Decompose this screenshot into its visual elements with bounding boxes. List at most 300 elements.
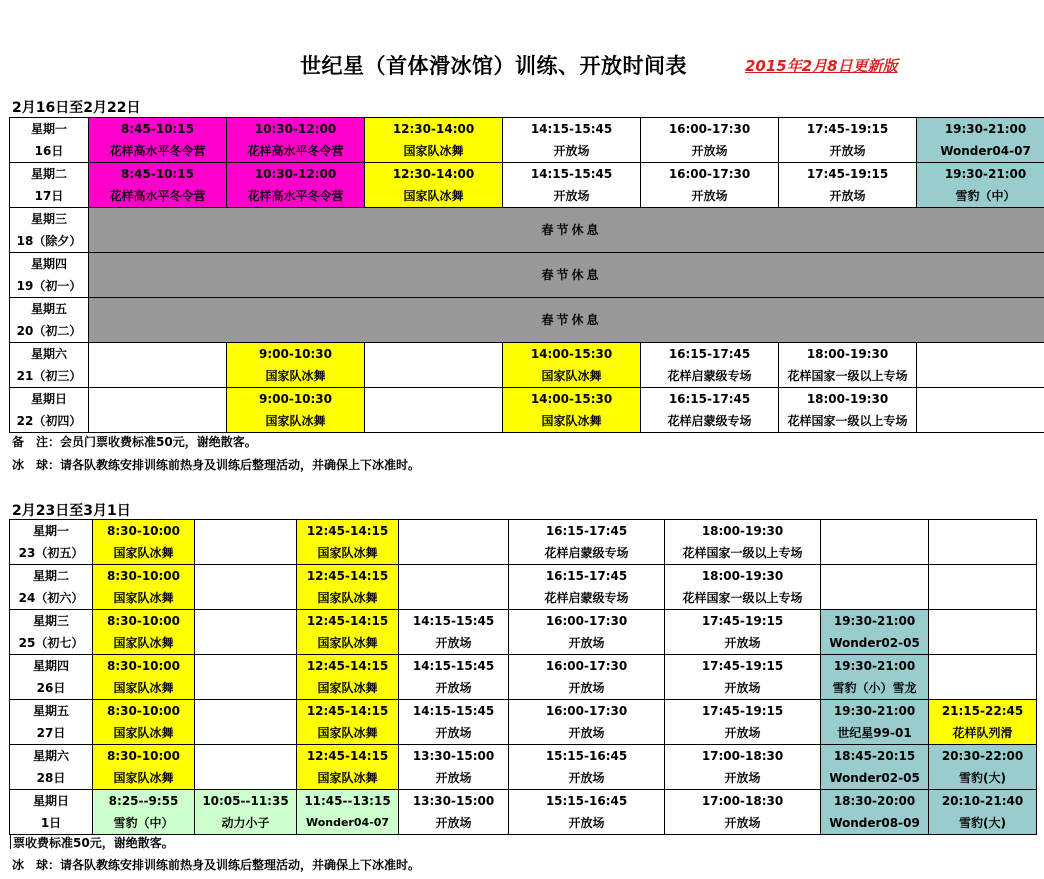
session-cell [665, 610, 821, 655]
session-time: 8:30-10:00 [106, 614, 181, 628]
session-cell [821, 520, 929, 565]
session-time [821, 565, 928, 587]
session-cell [93, 610, 195, 655]
session-time: 16:00-17:30 [668, 122, 751, 136]
session-label: 开放场 [435, 636, 472, 650]
session-time [195, 700, 296, 722]
week1-note-hockey: 冰 球：请各队教练安排训练前热身及训练后整理活动，并确保上下冰准时。 [12, 458, 421, 472]
session-time: 14:15-15:45 [412, 659, 495, 673]
session-cell [917, 343, 1044, 388]
session-time: 10:30-12:00 [254, 122, 337, 136]
day-cell [10, 610, 93, 655]
session-label: 雪豹（中） [113, 816, 174, 830]
day-name: 星期三 [32, 614, 69, 628]
session-cell [821, 790, 929, 835]
session-cell [93, 790, 195, 835]
schedule-row [10, 208, 1044, 253]
session-cell [641, 343, 779, 388]
session-cell [929, 520, 1037, 565]
session-time: 18:00-19:30 [701, 569, 784, 583]
schedule-row [10, 745, 1037, 790]
session-cell [665, 520, 821, 565]
schedule-row [10, 610, 1037, 655]
session-label: 开放场 [568, 816, 605, 830]
week2-heading: 2月23日至3月1日 [12, 503, 131, 519]
session-time: 12:45-14:15 [306, 659, 389, 673]
session-cell [503, 118, 641, 163]
session-label: 开放场 [568, 726, 605, 740]
session-time: 20:30-22:00 [941, 749, 1024, 763]
day-name: 星期五 [32, 704, 69, 718]
session-time [929, 520, 1036, 542]
session-time: 12:45-14:15 [306, 749, 389, 763]
session-label [821, 587, 928, 609]
session-time: 17:45-19:15 [701, 614, 784, 628]
session-label: 开放场 [724, 726, 761, 740]
session-label: 国家队冰舞 [113, 771, 174, 785]
session-time: 12:45-14:15 [306, 569, 389, 583]
session-label [89, 365, 226, 387]
session-time: 12:45-14:15 [306, 524, 389, 538]
schedule-row [10, 565, 1037, 610]
session-time: 8:45-10:15 [120, 167, 195, 181]
schedule-row [10, 655, 1037, 700]
session-label: Wonder08-09 [829, 816, 920, 830]
day-cell [10, 745, 93, 790]
session-time: 20:10-21:40 [941, 794, 1024, 808]
session-time: 8:30-10:00 [106, 704, 181, 718]
week2-note-hockey: 冰 球：请各队教练安排训练前热身及训练后整理活动，并确保上下冰准时。 [12, 858, 421, 872]
session-cell [509, 655, 665, 700]
session-label: 开放场 [553, 189, 590, 203]
holiday-closed-cell: 春节休息 [89, 298, 1044, 343]
session-time: 8:30-10:00 [106, 524, 181, 538]
day-date: 25（初七） [18, 636, 84, 650]
session-label: 花样高水平冬令营 [247, 189, 344, 203]
session-label [917, 365, 1044, 387]
session-label [929, 632, 1036, 654]
session-cell [195, 565, 297, 610]
session-label [929, 542, 1036, 564]
session-cell [195, 700, 297, 745]
day-cell [10, 388, 89, 433]
session-label [399, 542, 508, 564]
session-cell [665, 565, 821, 610]
session-time: 12:30-14:00 [392, 167, 475, 181]
session-time: 8:30-10:00 [106, 749, 181, 763]
session-label: Wonder04-07 [305, 816, 390, 829]
session-cell [665, 790, 821, 835]
session-cell [779, 163, 917, 208]
session-label [89, 410, 226, 432]
session-time: 18:45-20:15 [833, 749, 916, 763]
session-time: 16:15-17:45 [545, 524, 628, 538]
session-cell [929, 700, 1037, 745]
session-cell [365, 388, 503, 433]
session-cell [779, 118, 917, 163]
session-time: 16:00-17:30 [545, 614, 628, 628]
session-label [399, 587, 508, 609]
session-time [195, 610, 296, 632]
session-label: 花样国家一级以上专场 [787, 414, 908, 428]
session-time [195, 655, 296, 677]
session-time: 16:00-17:30 [545, 704, 628, 718]
session-cell [227, 388, 365, 433]
session-label [821, 542, 928, 564]
session-time: 15:15-16:45 [545, 749, 628, 763]
session-time: 8:45-10:15 [120, 122, 195, 136]
session-cell [821, 655, 929, 700]
session-time: 19:30-21:00 [833, 659, 916, 673]
schedule-row [10, 253, 1044, 298]
session-label: 开放场 [724, 681, 761, 695]
session-time: 18:00-19:30 [806, 392, 889, 406]
session-cell [821, 745, 929, 790]
session-cell [399, 565, 509, 610]
session-cell [917, 388, 1044, 433]
session-time [917, 388, 1044, 410]
session-label [195, 767, 296, 789]
session-label: 雪豹（小）雪龙 [832, 681, 917, 695]
day-cell [10, 343, 89, 388]
session-cell [195, 790, 297, 835]
session-cell [503, 343, 641, 388]
session-cell [821, 610, 929, 655]
day-cell [10, 118, 89, 163]
session-time [195, 745, 296, 767]
session-cell [297, 745, 399, 790]
session-label [917, 410, 1044, 432]
week2-note-members: 票收费标准50元，谢绝散客。 [13, 836, 174, 850]
session-time: 16:15-17:45 [668, 392, 751, 406]
session-time: 18:00-19:30 [806, 347, 889, 361]
session-cell [929, 745, 1037, 790]
session-cell [779, 343, 917, 388]
session-label: 花样启蒙级专场 [544, 546, 629, 560]
session-time: 15:15-16:45 [545, 794, 628, 808]
session-cell [917, 163, 1044, 208]
session-label: 花样启蒙级专场 [667, 369, 752, 383]
session-cell [509, 790, 665, 835]
session-label: Wonder02-05 [829, 636, 920, 650]
page-title: 世纪星（首体滑冰馆）训练、开放时间表 [300, 54, 687, 78]
session-cell [93, 565, 195, 610]
day-cell [10, 163, 89, 208]
session-label: 国家队冰舞 [317, 771, 378, 785]
day-date: 22（初四） [16, 414, 82, 428]
session-cell [297, 700, 399, 745]
session-label: 开放场 [724, 636, 761, 650]
holiday-closed-cell: 春节休息 [89, 253, 1044, 298]
session-label [195, 542, 296, 564]
session-label: 国家队冰舞 [317, 681, 378, 695]
session-label: 国家队冰舞 [403, 189, 464, 203]
session-label: 开放场 [435, 816, 472, 830]
session-cell [929, 655, 1037, 700]
session-label: 花样队列滑 [952, 726, 1013, 740]
session-label: 世纪星99-01 [837, 726, 912, 740]
session-time [89, 343, 226, 365]
session-cell [93, 745, 195, 790]
session-label: 国家队冰舞 [317, 726, 378, 740]
day-name: 星期六 [32, 749, 69, 763]
session-label: Wonder02-05 [829, 771, 920, 785]
session-label: 开放场 [829, 189, 866, 203]
session-cell [195, 655, 297, 700]
session-label: 花样高水平冬令营 [109, 189, 206, 203]
day-cell [10, 655, 93, 700]
session-label: 国家队冰舞 [265, 369, 326, 383]
session-time: 18:30-20:00 [833, 794, 916, 808]
session-time: 13:30-15:00 [412, 794, 495, 808]
session-label: 动力小子 [221, 816, 270, 830]
session-time: 10:05--11:35 [202, 794, 289, 808]
session-time: 14:00-15:30 [530, 347, 613, 361]
session-cell [665, 745, 821, 790]
session-cell [399, 790, 509, 835]
day-cell [10, 253, 89, 298]
session-time [365, 343, 502, 365]
session-time [365, 388, 502, 410]
day-date: 26日 [36, 681, 66, 695]
schedule-row [10, 163, 1044, 208]
session-time: 17:45-19:15 [806, 122, 889, 136]
day-name: 星期四 [30, 257, 67, 271]
session-time: 9:00-10:30 [258, 347, 333, 361]
session-cell [929, 610, 1037, 655]
session-time [821, 520, 928, 542]
session-time [195, 520, 296, 542]
session-cell [779, 388, 917, 433]
session-time: 14:15-15:45 [412, 614, 495, 628]
session-label: 国家队冰舞 [265, 414, 326, 428]
session-cell [929, 565, 1037, 610]
session-cell [399, 610, 509, 655]
session-time: 8:30-10:00 [106, 569, 181, 583]
session-time: 16:00-17:30 [545, 659, 628, 673]
session-cell [297, 610, 399, 655]
session-time: 14:00-15:30 [530, 392, 613, 406]
session-cell [93, 655, 195, 700]
session-time [89, 388, 226, 410]
session-time: 9:00-10:30 [258, 392, 333, 406]
schedule-row [10, 700, 1037, 745]
day-date: 16日 [34, 144, 64, 158]
session-time [399, 520, 508, 542]
session-label: 开放场 [691, 144, 728, 158]
session-cell [89, 118, 227, 163]
session-cell [509, 565, 665, 610]
day-name: 星期二 [32, 569, 69, 583]
session-label [365, 365, 502, 387]
day-name: 星期五 [30, 302, 67, 316]
session-cell [227, 118, 365, 163]
session-time: 8:30-10:00 [106, 659, 181, 673]
session-label: 国家队冰舞 [113, 681, 174, 695]
session-time: 21:15-22:45 [941, 704, 1024, 718]
day-date: 17日 [34, 189, 64, 203]
session-cell [641, 388, 779, 433]
schedule-row [10, 343, 1044, 388]
session-label: 开放场 [435, 771, 472, 785]
session-time: 17:00-18:30 [701, 749, 784, 763]
session-label: 国家队冰舞 [317, 636, 378, 650]
session-time: 11:45--13:15 [304, 794, 391, 808]
session-cell [227, 163, 365, 208]
session-label: 花样高水平冬令营 [109, 144, 206, 158]
session-cell [821, 565, 929, 610]
session-label: 开放场 [724, 816, 761, 830]
day-date: 21（初三） [16, 369, 82, 383]
schedule-row [10, 790, 1037, 835]
session-label: 国家队冰舞 [317, 546, 378, 560]
session-time: 12:45-14:15 [306, 614, 389, 628]
session-cell [503, 163, 641, 208]
week1-heading: 2月16日至2月22日 [12, 100, 141, 116]
session-time: 13:30-15:00 [412, 749, 495, 763]
session-time: 16:15-17:45 [545, 569, 628, 583]
session-label [195, 722, 296, 744]
session-cell [93, 700, 195, 745]
day-name: 星期一 [32, 524, 69, 538]
session-time: 14:15-15:45 [412, 704, 495, 718]
session-time [917, 343, 1044, 365]
session-cell [929, 790, 1037, 835]
session-cell [399, 745, 509, 790]
session-time: 12:45-14:15 [306, 704, 389, 718]
session-time [929, 565, 1036, 587]
day-name: 星期二 [30, 167, 67, 181]
session-label: 花样启蒙级专场 [544, 591, 629, 605]
session-label [195, 632, 296, 654]
session-time [195, 565, 296, 587]
session-label: 开放场 [829, 144, 866, 158]
session-label [929, 677, 1036, 699]
session-label: 国家队冰舞 [113, 636, 174, 650]
session-label: 开放场 [568, 771, 605, 785]
day-name: 星期四 [32, 659, 69, 673]
session-cell [917, 118, 1044, 163]
session-label [195, 587, 296, 609]
session-label: 开放场 [568, 636, 605, 650]
session-time: 17:00-18:30 [701, 794, 784, 808]
session-label [195, 677, 296, 699]
week1-schedule-table [9, 117, 1044, 433]
session-label: 开放场 [435, 726, 472, 740]
schedule-row [10, 298, 1044, 343]
day-cell [10, 565, 93, 610]
session-cell [665, 655, 821, 700]
session-label: 国家队冰舞 [113, 546, 174, 560]
session-label: 开放场 [691, 189, 728, 203]
session-cell [365, 118, 503, 163]
week2-schedule-table [9, 519, 1037, 835]
day-cell [10, 520, 93, 565]
session-label: 国家队冰舞 [317, 591, 378, 605]
day-date: 19（初一） [16, 279, 82, 293]
holiday-closed-cell: 春节休息 [89, 208, 1044, 253]
session-cell [509, 520, 665, 565]
session-cell [365, 163, 503, 208]
session-label: 国家队冰舞 [541, 414, 602, 428]
session-label: 花样启蒙级专场 [667, 414, 752, 428]
session-label: 花样国家一级以上专场 [787, 369, 908, 383]
session-cell [227, 343, 365, 388]
session-label: 开放场 [553, 144, 590, 158]
session-label: 花样国家一级以上专场 [682, 546, 803, 560]
session-cell [93, 520, 195, 565]
day-cell [10, 298, 89, 343]
day-date: 28日 [36, 771, 66, 785]
session-time: 17:45-19:15 [701, 659, 784, 673]
session-cell [399, 655, 509, 700]
session-cell [399, 520, 509, 565]
session-cell [89, 388, 227, 433]
session-cell [641, 118, 779, 163]
session-time: 10:30-12:00 [254, 167, 337, 181]
session-label: 花样国家一级以上专场 [682, 591, 803, 605]
day-cell [10, 700, 93, 745]
session-time [929, 655, 1036, 677]
day-date: 20（初二） [16, 324, 82, 338]
session-time: 16:00-17:30 [668, 167, 751, 181]
session-time: 12:30-14:00 [392, 122, 475, 136]
schedule-row [10, 118, 1044, 163]
session-time: 19:30-21:00 [944, 122, 1027, 136]
session-cell [195, 745, 297, 790]
session-label: 雪豹(大) [959, 771, 1006, 785]
session-cell [509, 610, 665, 655]
session-cell [641, 163, 779, 208]
session-time: 16:15-17:45 [668, 347, 751, 361]
day-name: 星期六 [30, 347, 67, 361]
session-label: Wonder04-07 [940, 144, 1031, 158]
session-label: 开放场 [568, 681, 605, 695]
session-label: 国家队冰舞 [541, 369, 602, 383]
session-label: 国家队冰舞 [113, 726, 174, 740]
day-name: 星期一 [30, 122, 67, 136]
day-name: 星期日 [30, 392, 67, 406]
day-cell [10, 208, 89, 253]
week1-note-members: 备 注：会员门票收费标准50元，谢绝散客。 [12, 435, 257, 449]
session-cell [297, 520, 399, 565]
session-cell [195, 610, 297, 655]
session-cell [297, 565, 399, 610]
day-date: 1日 [40, 816, 62, 830]
session-label [365, 410, 502, 432]
session-label: 雪豹（中） [955, 189, 1016, 203]
session-label: 开放场 [435, 681, 472, 695]
session-time: 14:15-15:45 [530, 122, 613, 136]
session-cell [297, 655, 399, 700]
session-cell [365, 343, 503, 388]
schedule-row [10, 388, 1044, 433]
session-cell [509, 745, 665, 790]
session-time [929, 610, 1036, 632]
session-cell [89, 343, 227, 388]
session-time: 19:30-21:00 [833, 614, 916, 628]
session-time: 8:25--9:55 [108, 794, 179, 808]
session-cell [503, 388, 641, 433]
day-date: 27日 [36, 726, 66, 740]
session-time: 18:00-19:30 [701, 524, 784, 538]
day-date: 23（初五） [18, 546, 84, 560]
session-cell [821, 700, 929, 745]
day-cell [10, 790, 93, 835]
session-cell [297, 790, 399, 835]
day-date: 24（初六） [18, 591, 84, 605]
session-cell [89, 163, 227, 208]
